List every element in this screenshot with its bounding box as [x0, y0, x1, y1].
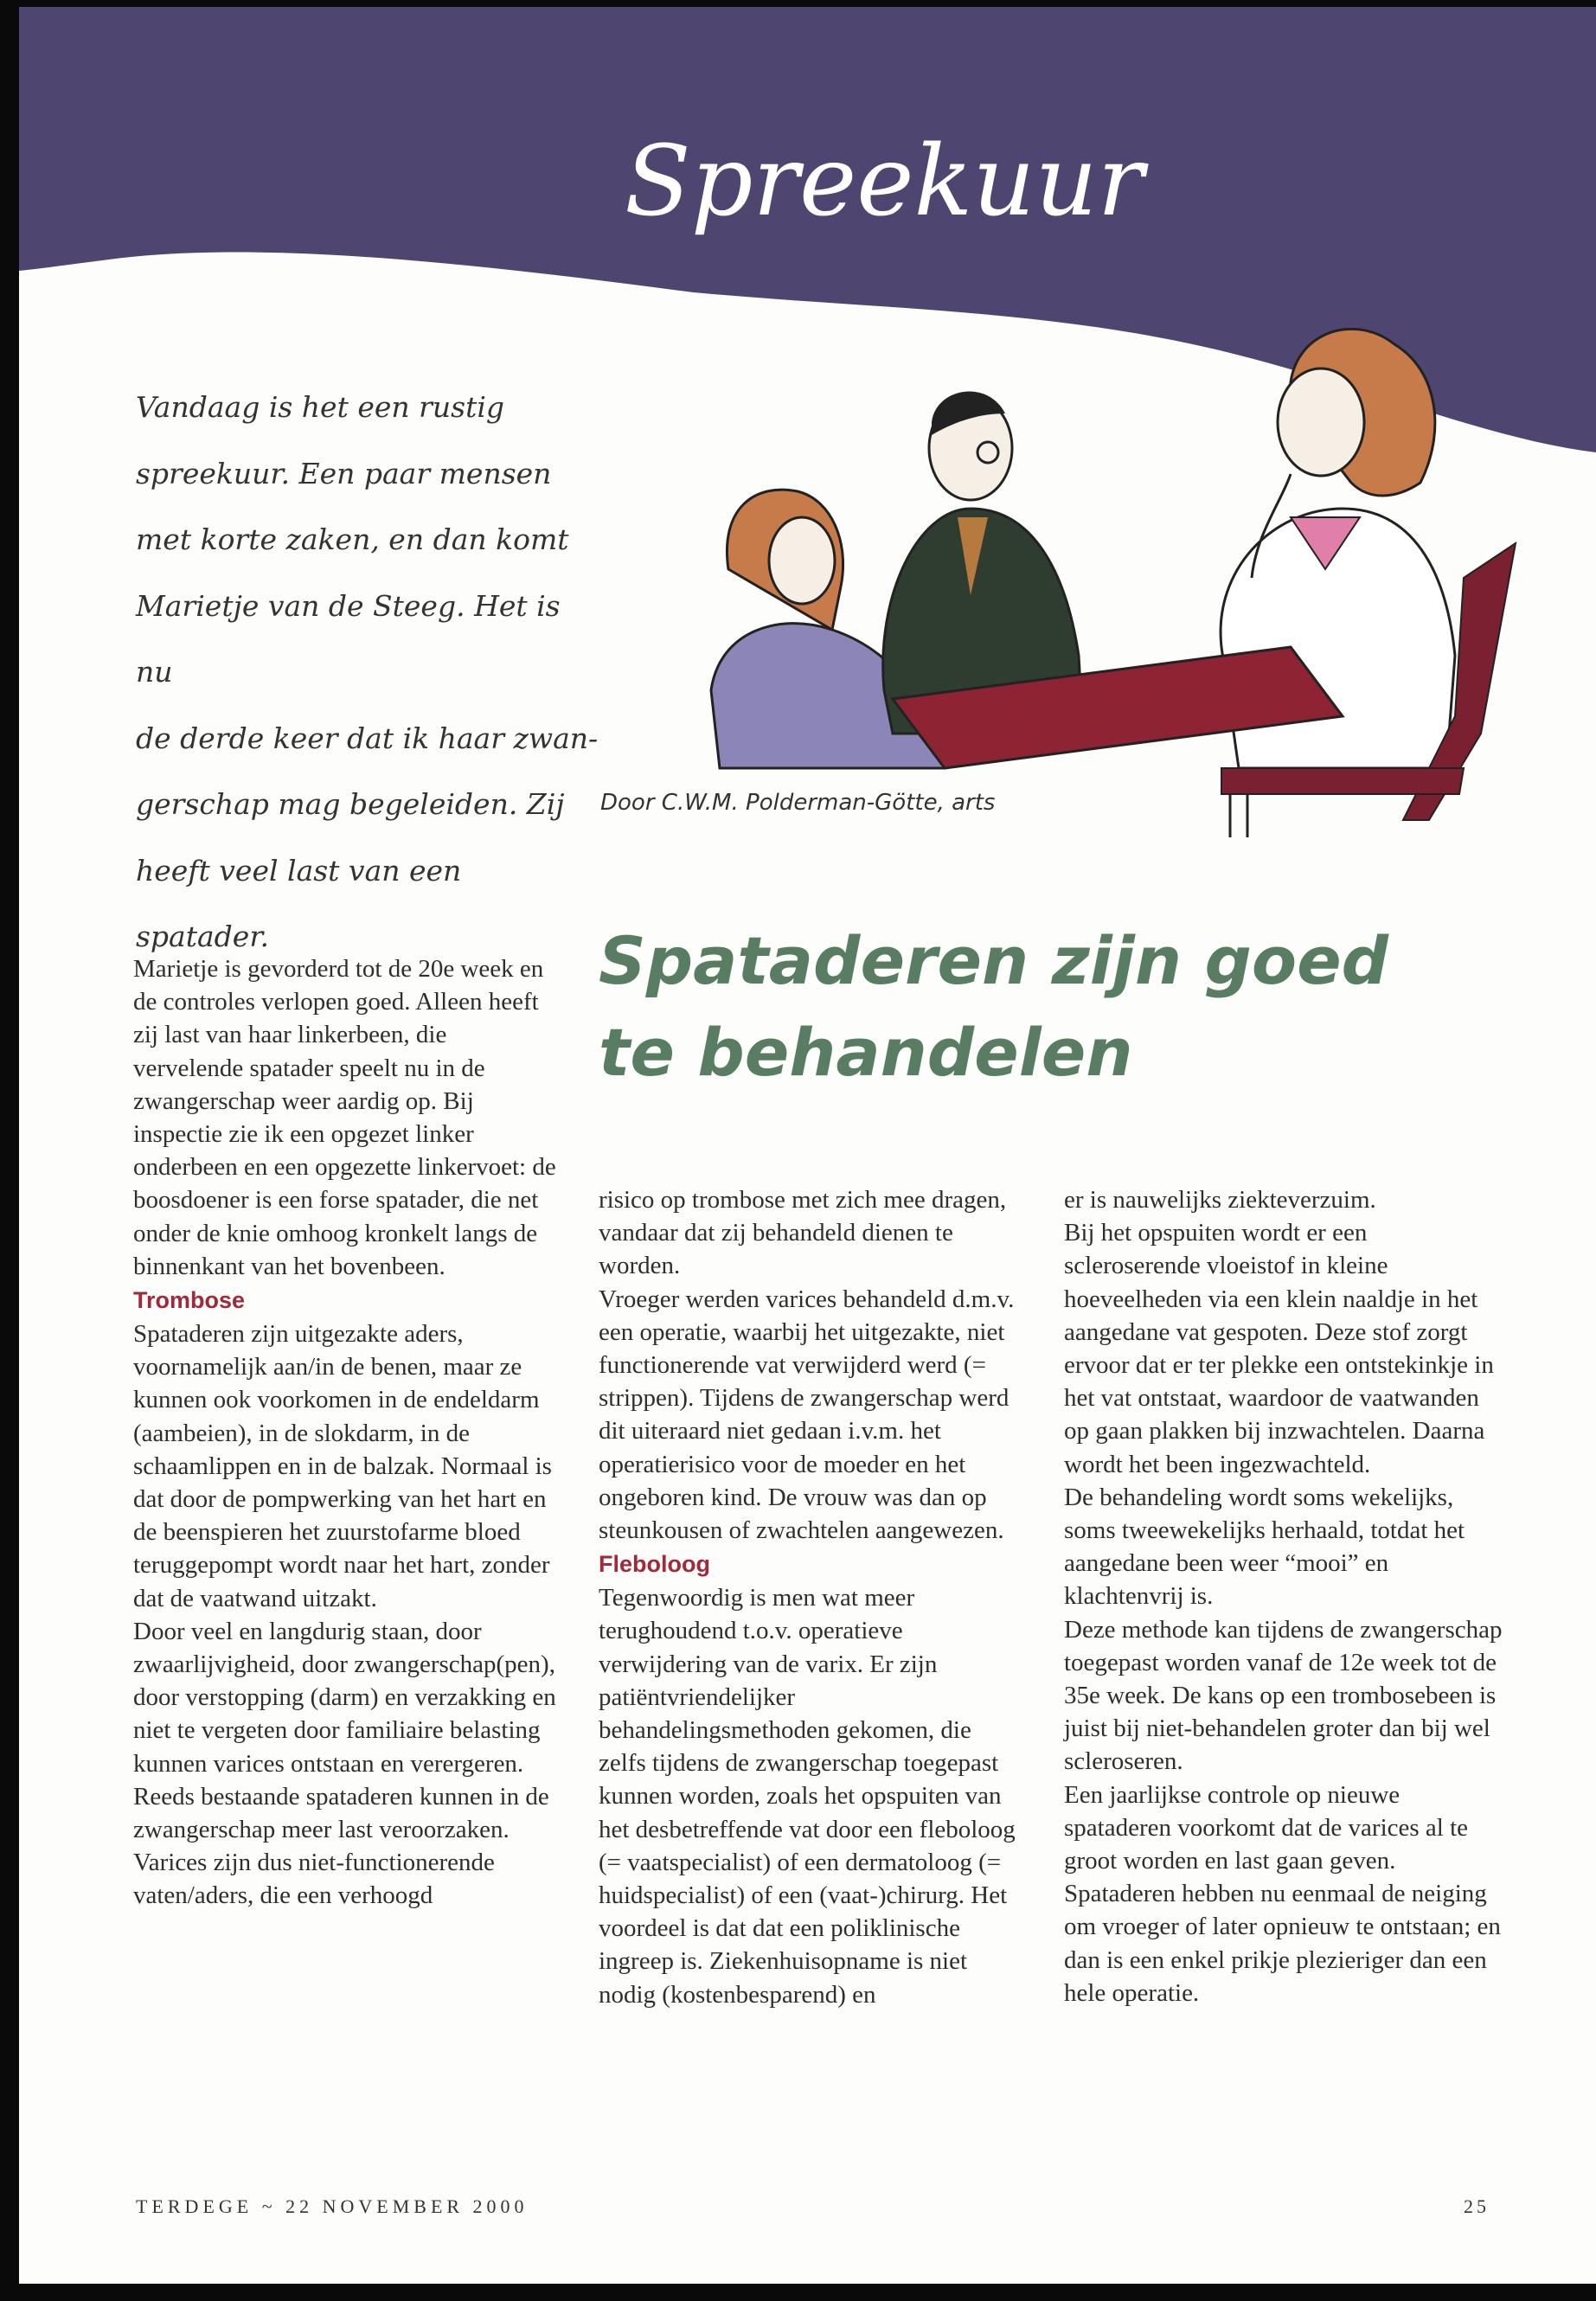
paragraph: Deze methode kan tijdens de zwangerschap toegepast worden vanaf de 12e week tot de 35e week. De kans op een trombosebeen is juist bij niet-behandelen groter dan bij wel scleroseren.: [1064, 1615, 1503, 1776]
paragraph: er is nauwelijks ziekteverzuim.: [1064, 1186, 1376, 1214]
article-column-2: [599, 1183, 1022, 2011]
intro-line: de derde keer dat ik haar zwan-: [136, 721, 599, 755]
footer-publication: TERDEGE ~ 22 NOVEMBER 2000: [136, 2195, 529, 2217]
magazine-page: [19, 7, 1596, 2284]
paragraph: Marietje is gevorderd tot de 20e week en de controles verlopen goed. Alleen heeft zij last van haar linkerbeen, die vervelende spatader speelt nu in de zwangerschap weer aardig op. Bij inspectie zie ik een opgezet linker onderbeen en een opgezette linkervoet: de boosdoener is een forse spatader, die net onder de knie omhoog kronkelt langs de binnenkant van het bovenbeen.: [133, 955, 556, 1280]
intro-line: Vandaag is het een rustig: [136, 390, 505, 424]
paragraph: Spataderen zijn uitgezakte aders, voornamelijk aan/in de benen, maar ze kunnen ook voorkomen in de endeldarm (aambeien), in de slokdarm, in de schaamlippen en in de balzak. Normaal is dat door de pompwerking van het hart en de beenspieren het zuurstofarme bloed teruggepompt wordt naar het hart, zonder dat de vaatwand uitzakt.: [133, 1320, 552, 1612]
byline: Door C.W.M. Polderman-Götte, arts: [600, 790, 996, 816]
footer-page-number: 25: [1464, 2195, 1490, 2217]
article-column-3: [1064, 1183, 1505, 2009]
headline-line-1: Spataderen zijn goed: [599, 922, 1389, 999]
paragraph: Door veel en langdurig staan, door zwaarlijvigheid, door zwangerschap(pen), door verstopping (darm) en verzakking en niet te vergeten door familiaire belasting kunnen varices ontstaan en verergeren. Reeds bestaande spataderen kunnen in de zwangerschap meer last veroorzaken.: [133, 1617, 556, 1844]
intro-text: [136, 375, 603, 971]
headline-line-2: te behandelen: [599, 1014, 1133, 1091]
intro-line: met korte zaken, en dan komt: [136, 522, 569, 556]
article-column-1: [133, 952, 557, 1913]
consultation-illustration: [685, 284, 1550, 837]
scan-edge-bottom: [0, 2284, 1596, 2301]
article-headline: [599, 915, 1507, 1099]
intro-line: heeft veel last van een spatader.: [136, 853, 462, 953]
paragraph: De behandeling wordt soms wekelijks, soms tweewekelijks herhaald, totdat het aangedane been weer “mooi” en klachtenvrij is.: [1064, 1483, 1465, 1611]
subheading-fleboloog: Fleboloog: [599, 1551, 710, 1578]
intro-line: Marietje van de Steeg. Het is nu: [136, 588, 561, 689]
section-title-spreekuur: [616, 102, 1308, 275]
intro-line: spreekuur. Een paar mensen: [136, 456, 552, 490]
subheading-trombose: Trombose: [133, 1287, 246, 1314]
paragraph: Tegenwoordig is men wat meer terughoudend t.o.v. operatieve verwijdering van de varix. Er zijn patiëntvriendelijker behandelingsmethoden gekomen, die zelfs tijdens de zwangerschap toegepast kunnen worden, zoals het opspuiten van het desbetreffende vat door een fleboloog (= vaatspecialist) of een dermatoloog (= huidspecialist) of een (vaat-)chirurg. Het voordeel is dat dat een poliklinische ingreep is. Ziekenhuisopname is niet nodig (kostenbesparend) en: [599, 1584, 1016, 2009]
paragraph: Varices zijn dus niet-functionerende vaten/aders, die een verhoogd: [133, 1849, 495, 1910]
paragraph: risico op trombose met zich mee dragen, vandaar dat zij behandeld dienen te worden.: [599, 1186, 1007, 1280]
scan-edge-left: [0, 0, 19, 2301]
intro-line: gerschap mag begeleiden. Zij: [136, 787, 565, 821]
paragraph: Een jaarlijkse controle op nieuwe spataderen voorkomt dat de varices al te groot worden en last gaan geven. Spataderen hebben nu eenmaal de neiging om vroeger of later opnieuw te ontstaan; en dan is een enkel prikje plezieriger dan een hele operatie.: [1064, 1780, 1501, 2007]
scan-edge-top: [0, 0, 1596, 7]
paragraph: Bij het opspuiten wordt er een scleroserende vloeistof in kleine hoeveelheden via een klein naaldje in het aangedane vat gespoten. Deze stof zorgt ervoor dat er ter plekke een ontstekinkje in het vat ontstaat, waardoor de vaatwanden op gaan plakken bij inzwachtelen. Daarna wordt het been ingezwachteld.: [1064, 1219, 1494, 1478]
svg-text:Spreekuur: Spreekuur: [625, 125, 1144, 238]
paragraph: Vroeger werden varices behandeld d.m.v. een operatie, waarbij het uitgezakte, niet functionerende vat verwijderd werd (= strippen). Tijdens de zwangerschap werd dit uiteraard niet gedaan i.v.m. het operatierisico voor de moeder en het ongeboren kind. De vrouw was dan op steunkousen of zwachtelen aangewezen.: [599, 1285, 1015, 1545]
